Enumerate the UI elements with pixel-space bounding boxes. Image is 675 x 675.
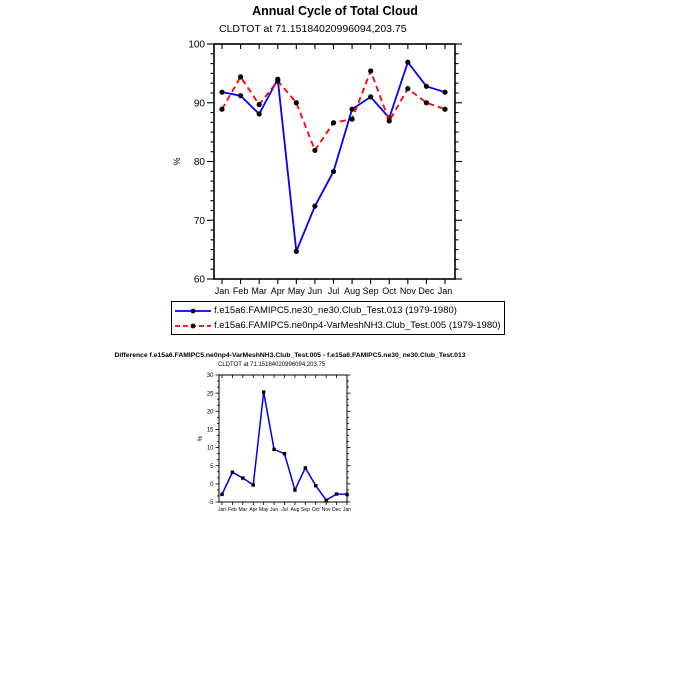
y-tick-label: 60 <box>193 274 205 286</box>
axis-ticks <box>207 44 462 284</box>
x-tick-label: Nov <box>399 286 416 296</box>
y-tick-label: 30 <box>206 373 214 380</box>
x-tick-label: May <box>287 286 305 296</box>
legend-label: f.e15a6.FAMIPC5.ne30_ne30.Club_Test.013 (1979-1980) <box>214 305 457 316</box>
legend-box <box>171 301 505 335</box>
data-point-marker <box>331 120 336 125</box>
legend-label: f.e15a6.FAMIPC5.ne0np4-VarMeshNH3.Club_Test.005 (1979-1980) <box>214 320 501 331</box>
data-point-marker <box>442 90 447 95</box>
data-point-marker <box>314 484 317 487</box>
x-tick-label: Aug <box>344 286 361 296</box>
x-tick-label: Sep <box>362 286 379 296</box>
difference-chart-title: Difference f.e15a6.FAMIPC5.ne0np4-VarMeshNH3.Club_Test.005 - f.e15a6.FAMIPC5.ne30_ne30.Club_Test.013 <box>114 352 466 359</box>
data-point-marker <box>349 107 354 112</box>
data-point-marker <box>335 492 338 495</box>
data-point-marker <box>424 84 429 89</box>
x-tick-label: Nov <box>321 507 331 513</box>
data-point-marker <box>349 117 354 122</box>
x-tick-label: Dec <box>332 507 342 513</box>
x-tick-label: Jun <box>270 507 279 513</box>
data-point-marker <box>220 493 223 496</box>
difference-chart-subtitle: CLDTOT at 71.15184020996094,203.75 <box>218 362 326 368</box>
data-point-marker <box>331 169 336 174</box>
x-tick-label: Apr <box>270 286 285 296</box>
data-point-marker <box>324 498 327 501</box>
main-chart-subtitle: CLDTOT at 71.15184020996094,203.75 <box>219 23 407 35</box>
plot-frame <box>219 375 347 502</box>
data-point-marker <box>405 86 410 91</box>
x-tick-label: Jul <box>327 286 340 296</box>
y-tick-label: 100 <box>188 40 205 51</box>
y-tick-label: 90 <box>193 98 205 110</box>
axis-ticks <box>216 375 351 505</box>
data-point-marker <box>345 493 348 496</box>
plot-frame <box>214 44 455 279</box>
y-tick-label: 5 <box>210 463 214 470</box>
main-chart-plot <box>170 40 475 305</box>
y-tick-label: 25 <box>206 391 214 398</box>
data-point-marker <box>272 448 275 451</box>
data-point-marker <box>257 102 262 107</box>
data-point-marker <box>231 471 234 474</box>
data-point-marker <box>252 483 255 486</box>
x-tick-label: Jul <box>281 507 288 513</box>
legend-row-1 <box>174 318 502 333</box>
x-tick-label: Feb <box>232 286 249 296</box>
data-point-marker <box>294 249 299 254</box>
x-tick-label: Oct <box>382 286 397 296</box>
y-tick-label: 0 <box>210 482 214 489</box>
series-line-0 <box>222 392 347 500</box>
series-markers-0 <box>219 60 447 254</box>
data-point-marker <box>387 118 392 123</box>
series-markers-0 <box>220 390 348 502</box>
data-point-marker <box>442 107 447 112</box>
data-point-marker <box>238 93 243 98</box>
y-axis-title: % <box>197 435 204 442</box>
x-tick-label: Sep <box>300 507 310 513</box>
data-point-marker <box>304 466 307 469</box>
x-tick-label: Jan <box>214 286 230 296</box>
x-tick-label: Jun <box>307 286 323 296</box>
data-point-marker <box>275 78 280 83</box>
y-axis-title: % <box>172 157 182 166</box>
data-point-marker <box>368 94 373 99</box>
x-tick-label: Jan <box>217 507 227 513</box>
data-point-marker <box>238 74 243 79</box>
x-tick-label: Aug <box>290 507 300 513</box>
data-point-marker <box>312 204 317 209</box>
x-tick-label: Jan <box>342 507 352 513</box>
legend-marker-icon <box>191 308 196 313</box>
main-chart-title: Annual Cycle of Total Cloud <box>252 4 418 18</box>
data-point-marker <box>294 100 299 105</box>
data-point-marker <box>241 476 244 479</box>
x-tick-label: Apr <box>249 507 258 513</box>
x-tick-label: Dec <box>418 286 435 296</box>
data-point-marker <box>405 60 410 65</box>
difference-chart-plot <box>185 368 370 520</box>
y-tick-label: 70 <box>193 215 205 227</box>
series-line-0 <box>222 62 445 251</box>
legend-marker-icon <box>191 323 196 328</box>
data-point-marker <box>424 100 429 105</box>
series-markers-1 <box>219 68 447 153</box>
y-tick-label: 10 <box>206 445 214 452</box>
data-point-marker <box>262 390 265 393</box>
x-tick-label: Mar <box>238 507 248 513</box>
x-tick-label: Oct <box>311 507 320 513</box>
x-tick-label: May <box>258 507 269 513</box>
legend-line-sample <box>174 320 214 332</box>
y-tick-label: 20 <box>206 409 214 416</box>
y-tick-label: 15 <box>206 427 214 434</box>
x-tick-label: Jan <box>437 286 453 296</box>
data-point-marker <box>283 452 286 455</box>
data-point-marker <box>312 148 317 153</box>
legend-row-0 <box>174 303 502 318</box>
x-tick-label: Feb <box>228 507 237 513</box>
y-tick-label: -5 <box>208 500 214 507</box>
data-point-marker <box>368 68 373 73</box>
y-tick-label: 80 <box>193 157 205 169</box>
data-point-marker <box>257 111 262 116</box>
data-point-marker <box>219 107 224 112</box>
data-point-marker <box>219 90 224 95</box>
data-point-marker <box>293 488 296 491</box>
x-tick-label: Mar <box>251 286 267 296</box>
legend-line-sample <box>174 305 214 317</box>
